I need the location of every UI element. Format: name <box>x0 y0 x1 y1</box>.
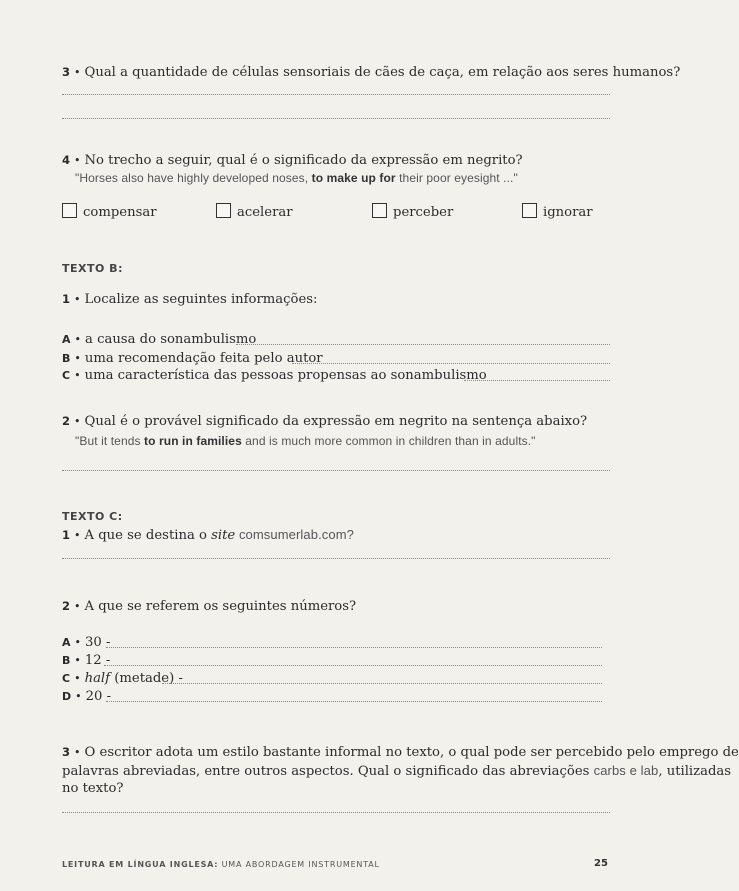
answer-line[interactable] <box>162 683 602 684</box>
checkbox[interactable] <box>522 203 537 218</box>
answer-line[interactable] <box>292 363 610 364</box>
bleed-through-text <box>60 132 600 252</box>
option-perceber[interactable]: perceber <box>372 203 453 220</box>
answer-line[interactable] <box>62 470 610 471</box>
answer-line[interactable] <box>62 558 610 559</box>
footer-title: LEITURA EM LÍNGUA INGLESA: UMA ABORDAGEM INSTRUMENTAL <box>62 860 380 869</box>
texto-c-question-1: 1 • A que se destina o site comsumerlab.com? <box>62 527 354 543</box>
question-3: 3 • Qual a quantidade de células sensoriais de cães de caça, em relação aos seres humanos? <box>62 65 681 80</box>
answer-line[interactable] <box>464 380 610 381</box>
texto-b-heading: TEXTO B: <box>62 262 123 275</box>
number-b: B • 12 - <box>62 653 111 668</box>
texto-c-question-3-line-3: no texto? <box>62 781 124 796</box>
answer-line[interactable] <box>106 647 602 648</box>
texto-b-question-1: 1 • Localize as seguintes informações: <box>62 292 318 307</box>
item-a: A • a causa do sonambulismo <box>62 332 257 347</box>
checkbox[interactable] <box>62 203 77 218</box>
answer-line[interactable] <box>62 812 610 813</box>
option-compensar[interactable]: compensar <box>62 203 157 220</box>
number-d: D • 20 - <box>62 689 112 704</box>
option-acelerar[interactable]: acelerar <box>216 203 293 220</box>
texto-b-question-2-quote: "But it tends to run in families and is much more common in children than in adults." <box>75 434 536 448</box>
checkbox[interactable] <box>216 203 231 218</box>
answer-line[interactable] <box>106 701 602 702</box>
number-a: A • 30 - <box>62 635 111 650</box>
item-b: B • uma recomendação feita pelo autor <box>62 351 323 366</box>
texto-c-question-2: 2 • A que se referem os seguintes números? <box>62 599 357 614</box>
page-number: 25 <box>594 858 608 869</box>
checkbox[interactable] <box>372 203 387 218</box>
answer-line[interactable] <box>104 665 602 666</box>
answer-line[interactable] <box>62 118 610 119</box>
item-c: C • uma característica das pessoas propensas ao sonambulismo <box>62 368 487 383</box>
answer-line[interactable] <box>236 344 610 345</box>
question-4-quote: "Horses also have highly developed noses, to make up for their poor eyesight ..." <box>75 171 518 185</box>
number-c: C • half (metade) - <box>62 671 183 686</box>
highlighted-expression: to make up for <box>311 171 396 185</box>
texto-b-question-2: 2 • Qual é o provável significado da expressão em negrito na sentença abaixo? <box>62 414 588 429</box>
texto-c-question-3-line-2: palavras abreviadas, entre outros aspectos. Qual o significado das abreviações carbs e lab, utilizadas <box>62 763 732 779</box>
texto-c-heading: TEXTO C: <box>62 510 123 523</box>
highlighted-expression: to run in families <box>144 434 242 448</box>
question-4: 4 • No trecho a seguir, qual é o significado da expressão em negrito? <box>62 153 523 168</box>
question-4-text: No trecho a seguir, qual é o significado da expressão em negrito? <box>84 153 523 168</box>
texto-c-question-3: 3 • O escritor adota um estilo bastante informal no texto, o qual pode ser percebido pelo emprego de <box>62 745 739 760</box>
question-3-text: Qual a quantidade de células sensoriais de cães de caça, em relação aos seres humanos? <box>84 65 681 80</box>
answer-line[interactable] <box>62 94 610 95</box>
option-ignorar[interactable]: ignorar <box>522 203 593 220</box>
